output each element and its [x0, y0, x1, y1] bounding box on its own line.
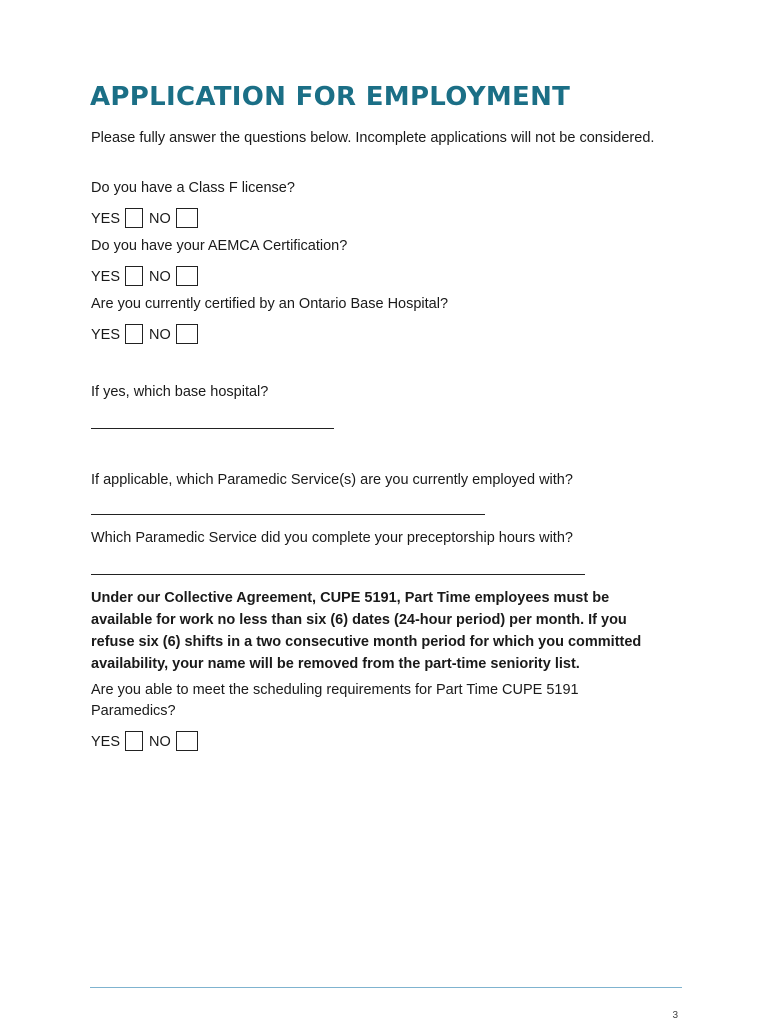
aemca-answer-row: [91, 262, 204, 286]
footer-divider: [90, 987, 682, 988]
yes-label: YES: [91, 269, 121, 285]
intro-text: Please fully answer the questions below. Incomplete applications will not be considered.: [91, 130, 655, 146]
class-f-answer-row: [91, 204, 204, 228]
no-label: NO: [149, 211, 171, 227]
base-hospital-answer-row: [91, 320, 204, 344]
question-class-f-license: Do you have a Class F license?: [91, 180, 295, 196]
scheduling-answer-row: [91, 727, 204, 751]
scheduling-no-checkbox[interactable]: [176, 731, 198, 751]
which-base-hospital-question: If yes, which base hospital?: [91, 384, 269, 400]
aemca-yes-checkbox[interactable]: [125, 266, 143, 286]
scheduling-yes-checkbox[interactable]: [125, 731, 143, 751]
yes-label: YES: [91, 734, 121, 750]
yes-label: YES: [91, 327, 121, 343]
aemca-no-checkbox[interactable]: [176, 266, 198, 286]
yes-label: YES: [91, 211, 121, 227]
no-label: NO: [149, 734, 171, 750]
paramedic-service-answer-line[interactable]: [91, 514, 485, 515]
class-f-no-checkbox[interactable]: [176, 208, 198, 228]
page-number: 3: [672, 1010, 678, 1021]
no-label: NO: [149, 269, 171, 285]
base-hospital-answer-line[interactable]: [91, 428, 334, 429]
no-label: NO: [149, 327, 171, 343]
question-base-hospital-certified: Are you currently certified by an Ontario Base Hospital?: [91, 296, 449, 312]
question-aemca-certification: Do you have your AEMCA Certification?: [91, 238, 348, 254]
base-hospital-no-checkbox[interactable]: [176, 324, 198, 344]
base-hospital-yes-checkbox[interactable]: [125, 324, 143, 344]
class-f-yes-checkbox[interactable]: [125, 208, 143, 228]
page-title: APPLICATION FOR EMPLOYMENT: [90, 82, 571, 112]
paramedic-service-question: If applicable, which Paramedic Service(s) are you currently employed with?: [91, 472, 573, 488]
collective-agreement-notice: Under our Collective Agreement, CUPE 5191, Part Time employees must be available for work no less than six (6) dates (24-hour period) per month. If you refuse six (6) shifts in a two consecutive month period for which you committed availability, your name will be removed from the part-time seniority list.: [91, 590, 642, 672]
scheduling-question: Are you able to meet the scheduling requirements for Part Time CUPE 5191 Paramedics?: [91, 682, 579, 719]
preceptorship-answer-line[interactable]: [91, 574, 585, 575]
preceptorship-question: Which Paramedic Service did you complete your preceptorship hours with?: [91, 530, 573, 546]
